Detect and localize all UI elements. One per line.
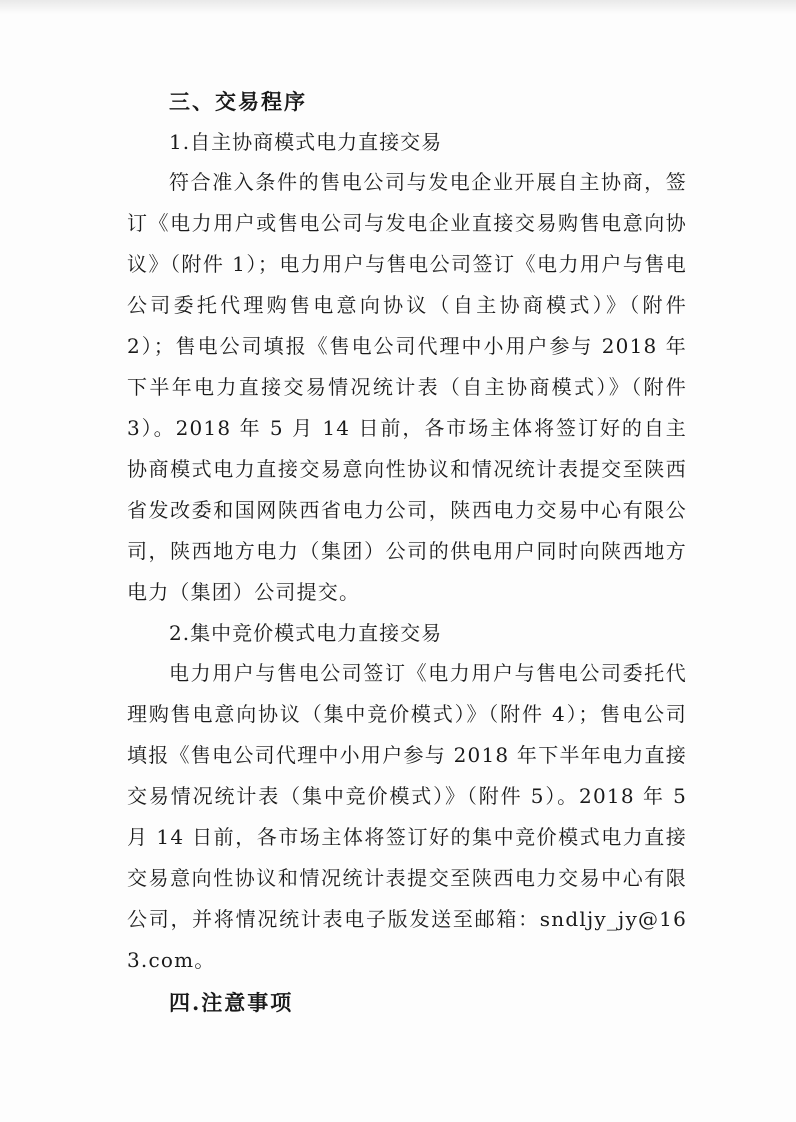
subsection-1-heading: 1.自主协商模式电力直接交易 [169,130,443,154]
subsection-2-heading: 2.集中竞价模式电力直接交易 [169,621,443,645]
subsection-2-paragraph: 电力用户与售电公司签订《电力用户与售电公司委托代理购售电意向协议（集中竞价模式）》（附件 4）；售电公司填报《售电公司代理中小用户参与 2018 年下半年电力直接交易情况统计表（集中竞价模式）》（附件 5）。2018 年 5 月 14 日前，各市场主体将签订好的集中竞价模式电力直接交易意向性协议和情况统计表提交至陕西电力交易中心有限公司，并将情况统计表电子版发送至邮箱：sndljy_jy@163.com。 [127,661,687,972]
section-4-heading: 四.注意事项 [169,990,294,1015]
scan-shadow [0,0,796,14]
document-body [127,82,687,1023]
subsection-1-paragraph: 符合准入条件的售电公司与发电企业开展自主协商，签订《电力用户或售电公司与发电企业直接交易购售电意向协议》（附件 1）；电力用户与售电公司签订《电力用户与售电公司委托代理购售电意向协议（自主协商模式）》（附件 2）；售电公司填报《售电公司代理中小用户参与 2018 年下半年电力直接交易情况统计表（自主协商模式）》（附件 3）。2018 年 5 月 14 日前，各市场主体将签订好的自主协商模式电力直接交易意向性协议和情况统计表提交至陕西省发改委和国网陕西省电力公司，陕西电力交易中心有限公司，陕西地方电力（集团）公司的供电用户同时向陕西地方电力（集团）公司提交。 [127,170,687,604]
section-3-heading: 三、交易程序 [169,89,307,114]
